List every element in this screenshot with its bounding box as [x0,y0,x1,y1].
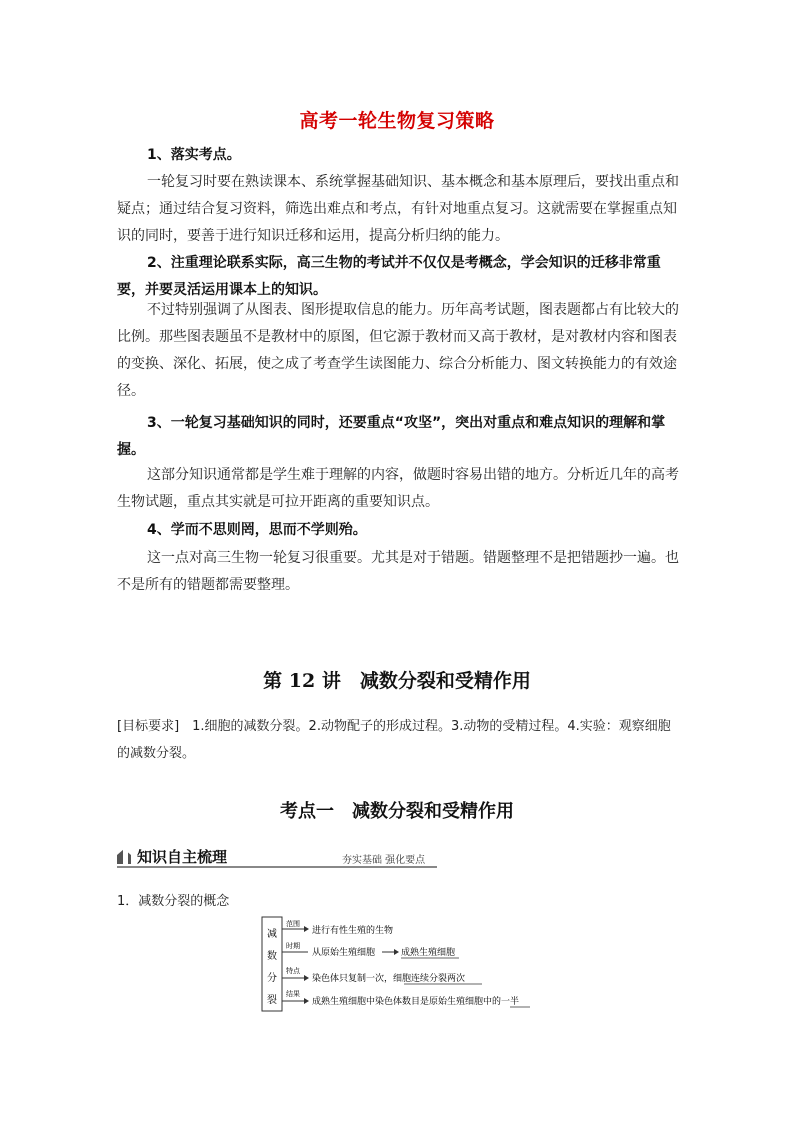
lecture-goals: [目标要求] 1.细胞的减数分裂。2.动物配子的形成过程。3.动物的受精过程。4.实验：观察细胞的减数分裂。 [117,719,671,761]
arrow-head-4 [304,998,309,1004]
diagram-root-char-3: 分 [267,973,277,984]
branch-tag-period: 时期 [286,942,300,950]
strategy-heading-3: 3、一轮复习基础知识的同时，还要重点“攻坚”，突出对重点和难点知识的理解和掌握。 [117,415,666,458]
concept-heading: 1．减数分裂的概念 [117,894,230,909]
knowledge-bar-title: 知识自主梳理 [137,848,228,866]
period-arrow-head [394,949,399,955]
topic-title: 考点一 减数分裂和受精作用 [280,801,514,822]
branch-text-period-from: 从原始生殖细胞 [312,948,376,958]
strategy-heading-4: 4、学而不思则罔，思而不学则殆。 [147,522,367,538]
knowledge-bar-subtitle: 夯实基础 强化要点 [342,855,426,866]
strategy-title: 高考一轮生物复习策略 [299,110,495,132]
branch-text-result: 成熟生殖细胞中染色体数目是原始生殖细胞中的一半 [312,997,520,1007]
knowledge-bar-rule [117,866,437,868]
strategy-heading-2: 2、注重理论联系实际，高三生物的考试并不仅仅是考概念，学会知识的迁移非常重要，并要灵活运用课本上的知识。 [117,255,661,298]
branch-text-period-to: 成熟生殖细胞 [401,948,456,958]
arrow-head-1 [304,926,309,932]
strategy-paragraph-1: 一轮复习时要在熟读课本、系统掌握基础知识、基本概念和基本原理后，要找出重点和疑点；通过结合复习资料，筛选出难点和考点，有针对地重点复习。这就需要在掌握重点知识的同时，要善于进行知识迁移和运用，提高分析归纳的能力。 [117,174,679,244]
branch-tag-result: 结果 [286,990,300,998]
knowledge-bar [117,845,437,869]
branch-tag-range: 范围 [286,920,300,928]
arrow-head-3 [304,975,309,981]
branch-text-range: 进行有性生殖的生物 [312,926,394,936]
strategy-paragraph-3: 这部分知识通常都是学生难于理解的内容，做题时容易出错的地方。分析近几年的高考生物试题，重点其实就是可拉开距离的重要知识点。 [117,467,679,510]
lecture-title: 第 12 讲 减数分裂和受精作用 [263,670,531,692]
strategy-paragraph-4: 这一点对高三生物一轮复习很重要。尤其是对于错题。错题整理不是把错题抄一遍。也不是所有的错题都需要整理。 [117,550,679,593]
diagram-root-char-1: 减 [267,929,277,940]
diagram-root-char-4: 裂 [267,995,277,1006]
bookmark-icon-stripe [123,848,128,864]
diagram-root-char-2: 数 [267,951,277,962]
branch-tag-feature: 特点 [286,967,300,975]
strategy-paragraph-2: 不过特别强调了从图表、图形提取信息的能力。历年高考试题，图表题都占有比较大的比例。那些图表题虽不是教材中的原图，但它源于教材而又高于教材，是对教材内容和图表的变换、深化、拓展，使之成了考查学生读图能力、综合分析能力、图文转换能力的有效途径。 [117,302,679,399]
branch-text-feature: 染色体只复制一次，细胞连续分裂两次 [312,974,466,984]
meiosis-concept-diagram [258,915,548,1015]
strategy-heading-1: 1、落实考点。 [147,147,241,163]
